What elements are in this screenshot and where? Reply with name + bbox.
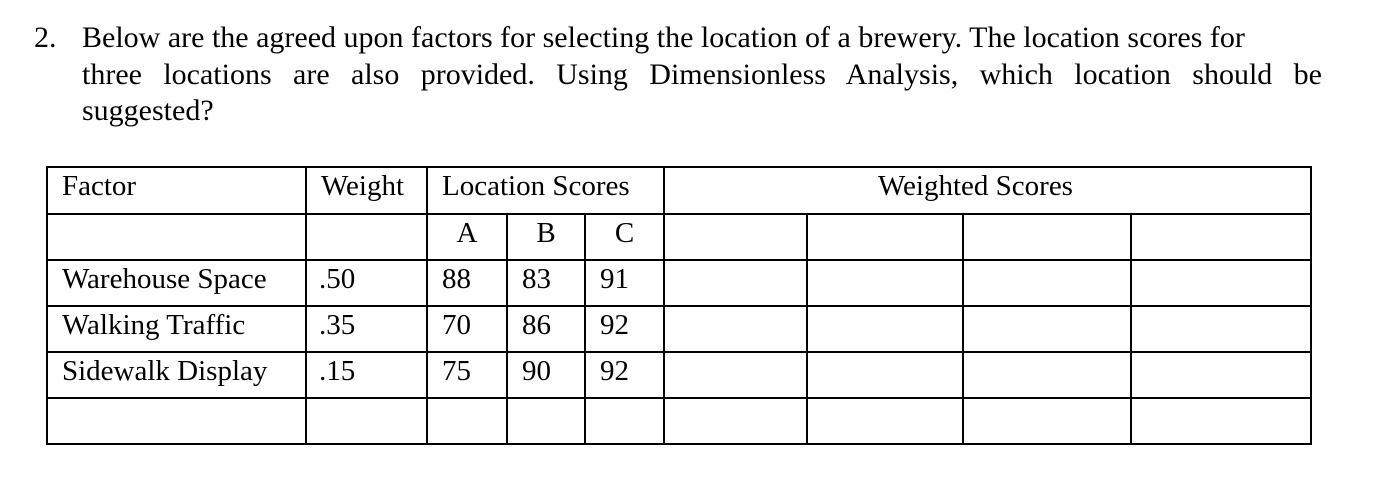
location-a-label: A [427, 214, 507, 260]
location-scores-table [46, 166, 1312, 445]
weighted-score-cell[interactable] [1131, 352, 1311, 398]
location-b-label: B [507, 214, 585, 260]
question-number: 2. [34, 21, 57, 54]
question-text-line-1: Below are the agreed upon factors for selecting the location of a brewery. The location scores for [82, 21, 1245, 54]
factor-cell: Sidewalk Display [47, 352, 306, 398]
weight-header: Weight [306, 167, 427, 214]
question [34, 20, 1322, 130]
factor-header: Factor [47, 167, 306, 214]
weighted-score-cell[interactable] [807, 352, 963, 398]
weight-cell: .35 [306, 306, 427, 352]
weighted-score-cell[interactable] [963, 260, 1131, 306]
weighted-score-cell[interactable] [664, 214, 807, 260]
weighted-score-cell[interactable] [1131, 398, 1311, 444]
score-cell-c: 92 [585, 306, 664, 352]
question-line-2: three locations are also provided. Using Dimensionless Analysis, which location should be [82, 57, 1322, 91]
score-cell-a: 75 [427, 352, 507, 398]
empty-cell [306, 398, 427, 444]
weighted-score-cell[interactable] [664, 398, 807, 444]
weighted-scores-header: Weighted Scores [664, 167, 1311, 214]
score-cell-b: 83 [507, 260, 585, 306]
table-row [47, 306, 1311, 352]
weighted-score-cell[interactable] [963, 352, 1131, 398]
weighted-score-cell[interactable] [963, 398, 1131, 444]
weighted-score-cell[interactable] [664, 352, 807, 398]
weighted-score-cell[interactable] [664, 260, 807, 306]
empty-cell[interactable] [585, 398, 664, 444]
total-row [47, 398, 1311, 444]
weight-cell: .50 [306, 260, 427, 306]
score-cell-b: 86 [507, 306, 585, 352]
empty-cell [47, 398, 306, 444]
score-cell-c: 92 [585, 352, 664, 398]
weight-cell: .15 [306, 352, 427, 398]
table-row [47, 352, 1311, 398]
location-c-label: C [585, 214, 664, 260]
empty-cell[interactable] [427, 398, 507, 444]
weighted-score-cell[interactable] [807, 260, 963, 306]
score-cell-a: 70 [427, 306, 507, 352]
weighted-score-cell[interactable] [664, 306, 807, 352]
factor-cell: Warehouse Space [47, 260, 306, 306]
weighted-score-cell[interactable] [1131, 260, 1311, 306]
weighted-score-cell[interactable] [963, 306, 1131, 352]
weighted-score-cell[interactable] [963, 214, 1131, 260]
empty-cell[interactable] [507, 398, 585, 444]
location-scores-header: Location Scores [427, 167, 664, 214]
question-line-3: suggested? [82, 94, 214, 127]
weighted-score-cell[interactable] [807, 214, 963, 260]
question-line-1 [34, 20, 1322, 57]
header-row-2 [47, 214, 1311, 260]
weighted-score-cell[interactable] [1131, 214, 1311, 260]
weighted-score-cell[interactable] [1131, 306, 1311, 352]
factor-cell: Walking Traffic [47, 306, 306, 352]
score-cell-a: 88 [427, 260, 507, 306]
weighted-score-cell[interactable] [807, 398, 963, 444]
empty-cell [306, 214, 427, 260]
header-row-1 [47, 167, 1311, 214]
score-cell-b: 90 [507, 352, 585, 398]
weighted-score-cell[interactable] [807, 306, 963, 352]
score-cell-c: 91 [585, 260, 664, 306]
empty-cell [47, 214, 306, 260]
table-row [47, 260, 1311, 306]
